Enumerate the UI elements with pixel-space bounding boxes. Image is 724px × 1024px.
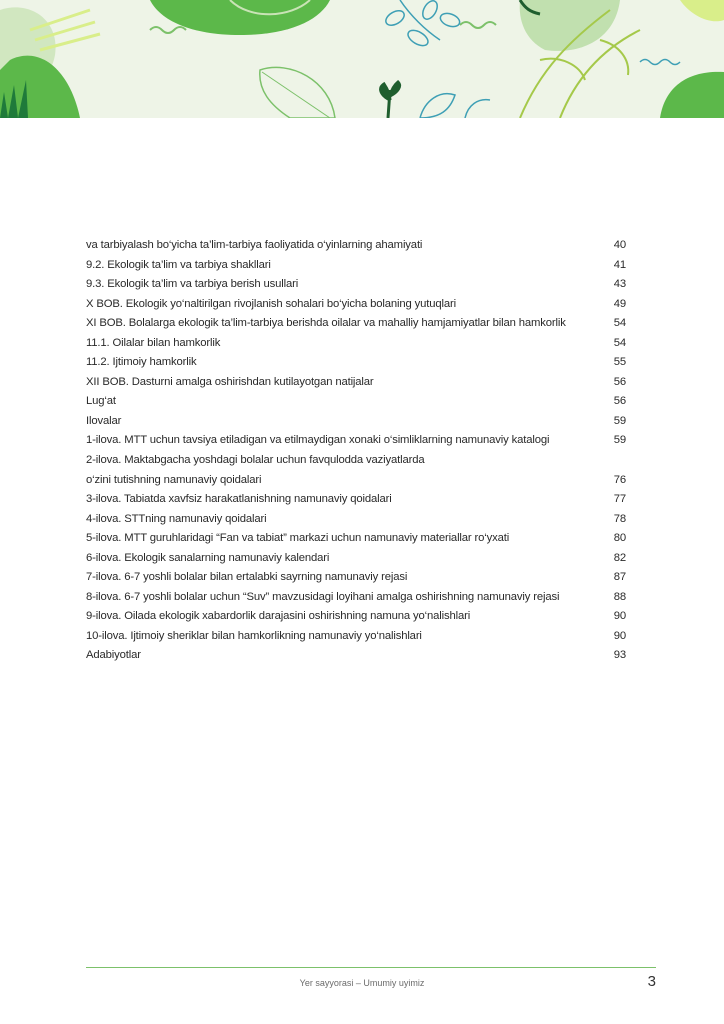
- toc-entry-title: va tarbiyalash bo‘yicha ta’lim-tarbiya faoliyatida o‘yinlarning ahamiyati: [86, 239, 423, 251]
- toc-entry-title: Ilovalar: [86, 414, 122, 427]
- toc-entry-title: 3-ilova. Tabiatda xavfsiz harakatlanishning namunaviy qoidalari: [86, 493, 392, 506]
- toc-entry-page: 88: [613, 590, 626, 603]
- toc-entry-page: 80: [613, 532, 626, 545]
- toc-entry-title: 7-ilova. 6-7 yoshli bolalar bilan ertalabki sayrning namunaviy rejasi: [86, 571, 408, 584]
- toc-entry[interactable]: [86, 490, 626, 510]
- toc-entry-page: 55: [613, 356, 626, 369]
- toc-entry-page: 90: [613, 610, 626, 623]
- toc-entry[interactable]: [86, 392, 626, 412]
- toc-entry-page: 43: [613, 278, 626, 291]
- toc-entry-title: 9.3. Ekologik ta’lim va tarbiya berish usullari: [86, 278, 299, 291]
- table-of-contents: [86, 236, 626, 666]
- toc-entry-title: Lug‘at: [86, 395, 116, 408]
- toc-entry-title: 6-ilova. Ekologik sanalarning namunaviy kalendari: [86, 551, 330, 564]
- toc-entry-page: 56: [613, 375, 626, 388]
- toc-entry[interactable]: [86, 607, 626, 627]
- toc-entry-title: o‘zini tutishning namunaviy qoidalari: [86, 473, 262, 486]
- toc-entry[interactable]: [86, 529, 626, 549]
- page-number: 3: [647, 973, 656, 990]
- footer-divider: [86, 967, 656, 968]
- toc-entry[interactable]: [86, 451, 626, 471]
- toc-entry[interactable]: [86, 373, 626, 393]
- toc-entry[interactable]: [86, 236, 626, 256]
- toc-entry-title: 9-ilova. Oilada ekologik xabardorlik darajasini oshirishning namuna yo‘nalishlari: [86, 610, 471, 623]
- toc-entry-page: 82: [613, 551, 626, 564]
- toc-entry-page: 77: [613, 493, 626, 506]
- toc-entry[interactable]: [86, 588, 626, 608]
- toc-entry-title: 1-ilova. MTT uchun tavsiya etiladigan va etilmaydigan xonaki o‘simliklarning namunaviy katalogi: [86, 434, 550, 447]
- footer-book-title: Yer sayyorasi – Umumiy uyimiz: [299, 978, 425, 988]
- toc-entry-page: 54: [613, 317, 626, 330]
- toc-entry-page: 41: [613, 258, 626, 271]
- toc-entry-title: 9.2. Ekologik ta’lim va tarbiya shakllari: [86, 258, 271, 271]
- toc-entry-title: 11.1. Oilalar bilan hamkorlik: [86, 336, 221, 349]
- toc-entry[interactable]: [86, 275, 626, 295]
- toc-entry-title: X BOB. Ekologik yo‘naltirilgan rivojlanish sohalari bo‘yicha bolaning yutuqlari: [86, 297, 456, 310]
- toc-entry-page: 76: [613, 473, 626, 486]
- toc-entry[interactable]: [86, 353, 626, 373]
- toc-entry-page: 56: [613, 395, 626, 408]
- toc-entry-page: 40: [613, 239, 626, 251]
- toc-entry-title: XI BOB. Bolalarga ekologik ta’lim-tarbiya berishda oilalar va mahalliy hamjamiyatlar bilan hamkorlik: [86, 317, 566, 330]
- toc-entry-page: 87: [613, 571, 626, 584]
- decorative-leaf-banner: [0, 0, 724, 118]
- toc-entry[interactable]: [86, 568, 626, 588]
- toc-entry-title: 11.2. Ijtimoiy hamkorlik: [86, 356, 197, 369]
- toc-entry-title: Adabiyotlar: [86, 649, 141, 662]
- toc-entry-page: 93: [613, 649, 626, 662]
- toc-entry[interactable]: [86, 314, 626, 334]
- toc-entry-title: 2-ilova. Maktabgacha yoshdagi bolalar uchun favqulodda vaziyatlarda: [86, 454, 425, 467]
- toc-entry[interactable]: [86, 549, 626, 569]
- toc-entry-page: 90: [613, 629, 626, 642]
- toc-entry[interactable]: [86, 295, 626, 315]
- toc-entry[interactable]: [86, 256, 626, 276]
- toc-entry-title: 5-ilova. MTT guruhlaridagi “Fan va tabiat” markazi uchun namunaviy materiallar ro‘yxati: [86, 532, 510, 545]
- leaf-illustration: [0, 0, 724, 118]
- toc-entry-title: 4-ilova. STTning namunaviy qoidalari: [86, 512, 267, 525]
- toc-entry-title: 10-ilova. Ijtimoiy sheriklar bilan hamkorlikning namunaviy yo‘nalishlari: [86, 629, 422, 642]
- toc-entry[interactable]: [86, 510, 626, 530]
- toc-entry-page: 78: [613, 512, 626, 525]
- toc-entry[interactable]: [86, 646, 626, 666]
- toc-entry[interactable]: [86, 627, 626, 647]
- toc-entry-title: 8-ilova. 6-7 yoshli bolalar uchun “Suv” mavzusidagi loyihani amalga oshirishning namunaviy rejasi: [86, 590, 560, 603]
- toc-entry[interactable]: [86, 431, 626, 451]
- toc-entry-page: 59: [613, 414, 626, 427]
- toc-entry-page: 54: [613, 336, 626, 349]
- toc-entry-page: 49: [613, 297, 626, 310]
- toc-entry-page: 59: [613, 434, 626, 447]
- toc-entry[interactable]: [86, 412, 626, 432]
- toc-entry-title: XII BOB. Dasturni amalga oshirishdan kutilayotgan natijalar: [86, 375, 374, 388]
- toc-entry[interactable]: [86, 334, 626, 354]
- toc-entry[interactable]: [86, 471, 626, 491]
